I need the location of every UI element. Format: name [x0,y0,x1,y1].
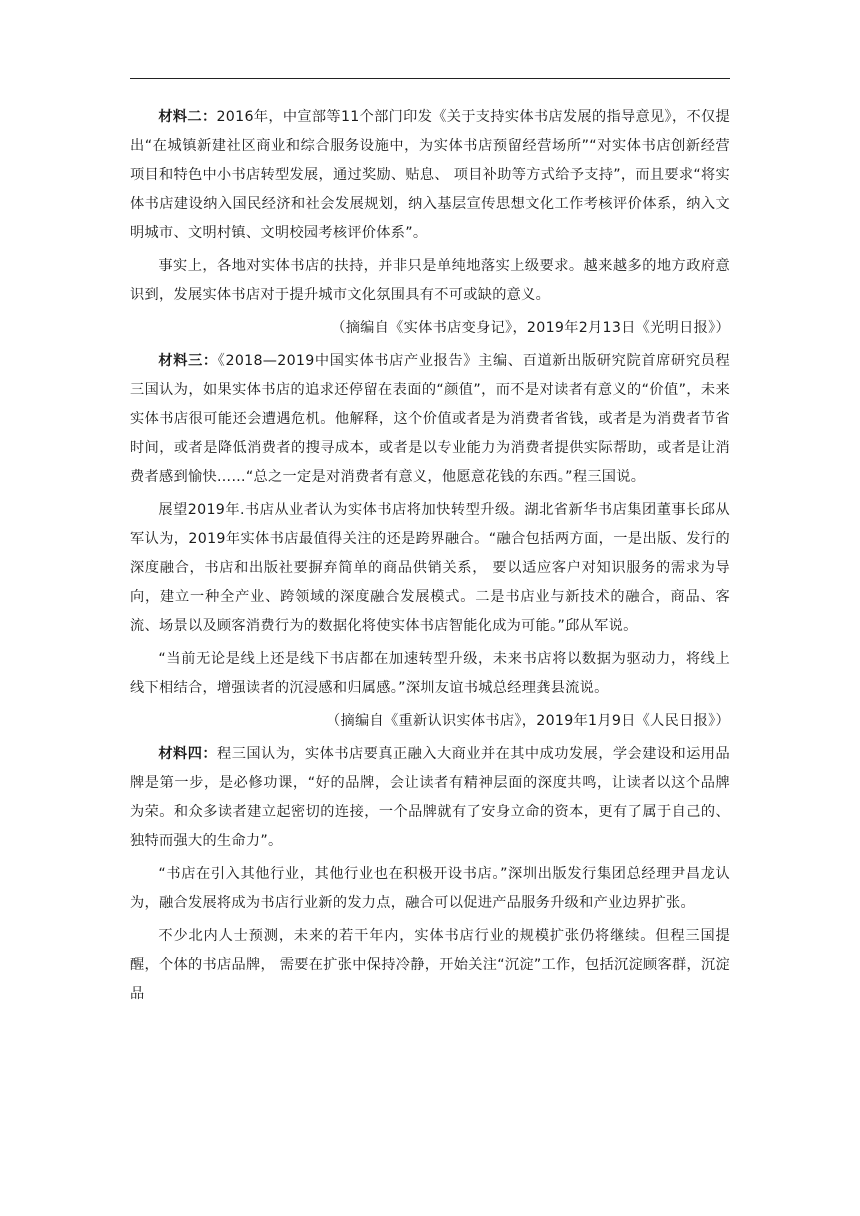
material4-paragraph-3: 不少北内人士预测，未来的若干年内，实体书店行业的规模扩张仍将继续。但程三国提醒，个体的书店品牌， 需要在扩张中保持冷静，开始关注“沉淀”工作，包括沉淀顾客群，沉淀品 [130,928,730,1002]
material3-paragraph [130,347,730,492]
material4-paragraph-2: “书店在引入其他行业，其他行业也在积极开设书店。”深圳出版发行集团总经理尹昌龙认为，融合发展将成为书店行业新的发力点，融合可以促进产品服务升级和产业边界扩张。 [130,866,730,911]
material4-text: 程三国认为，实体书店要真正融入大商业并在其中成功发展，学会建设和运用品牌是第一步，是必修功课，“好的品牌，会让读者有精神层面的深度共鸣，让读者以这个品牌为荣。和众多读者建立起密切的连接，一个品牌就有了安身立命的资本，更有了属于自己的、独特而强大的生命力”。 [130,746,730,849]
material3-label: 材料三： [158,353,218,369]
material2-paragraph [130,103,730,248]
material3-text: 《2018—2019中国实体书店产业报告》主编、百道新出版研究院首席研究员程三国认为，如果实体书店的追求还停留在表面的“颜值”，而不是对读者有意义的“价值”，未来实体书店很可能还会遭遇危机。他解释，这个价值或者是为消费者省钱，或者是为消费者节省时间，或者是降低消费者的搜寻成本，或者是以专业能力为消费者提供实际帮助，或者是让消费者感到愉快……“总之一定是对消费者有意义，他愿意花钱的东西。”程三国说。 [130,353,731,485]
material4-label: 材料四： [158,746,218,762]
article-body [130,103,730,1013]
material2-label: 材料二： [158,109,217,125]
material2-source: （摘编自《实体书店变身记》，2019年2月13日《光明日报》） [331,320,730,336]
material4-paragraph [130,740,730,856]
material3-paragraph-2: 展望2019年.书店从业者认为实体书店将加快转型升级。湖北省新华书店集团董事长邱从军认为，2019年实体书店最值得关注的还是跨界融合。“融合包括两方面，一是出版、发行的深度融合，书店和出版社要摒弃简单的商品供销关系， 要以适应客户对知识服务的需求为导向，建立一种全产业、跨领域的深度融合发展模式。二是书店业与新技术的融合，商品、客流、场景以及顾客消费行为的数据化将使实体书店智能化成为可能。”邱从军说。 [130,502,730,634]
material3-source: （摘编自《重新认识实体书店》，2019年1月9日《人民日报》） [326,713,730,729]
header-rule [130,78,730,79]
material2-text: 2016年，中宣部等11个部门印发《关于支持实体书店发展的指导意见》，不仅提出“在城镇新建社区商业和综合服务设施中，为实体书店预留经营场所”“对实体书店创新经营项目和特色中小书店转型发展，通过奖励、贴息、 项目补助等方式给予支持”，而且要求“将实体书店建设纳入国民经济和社会发展规划，纳入基层宣传思想文化工作考核评价体系，纳入文明城市、文明村镇、文明校园考核评价体系”。 [130,109,731,241]
material3-paragraph-3: “当前无论是线上还是线下书店都在加速转型升级，未来书店将以数据为驱动力，将线上线下相结合，增强读者的沉浸感和归属感。”深圳友谊书城总经理龚县流说。 [130,651,730,696]
material2-paragraph-2: 事实上，各地对实体书店的扶持，并非只是单纯地落实上级要求。越来越多的地方政府意识到，发展实体书店对于提升城市文化氛围具有不可或缺的意义。 [130,258,730,303]
